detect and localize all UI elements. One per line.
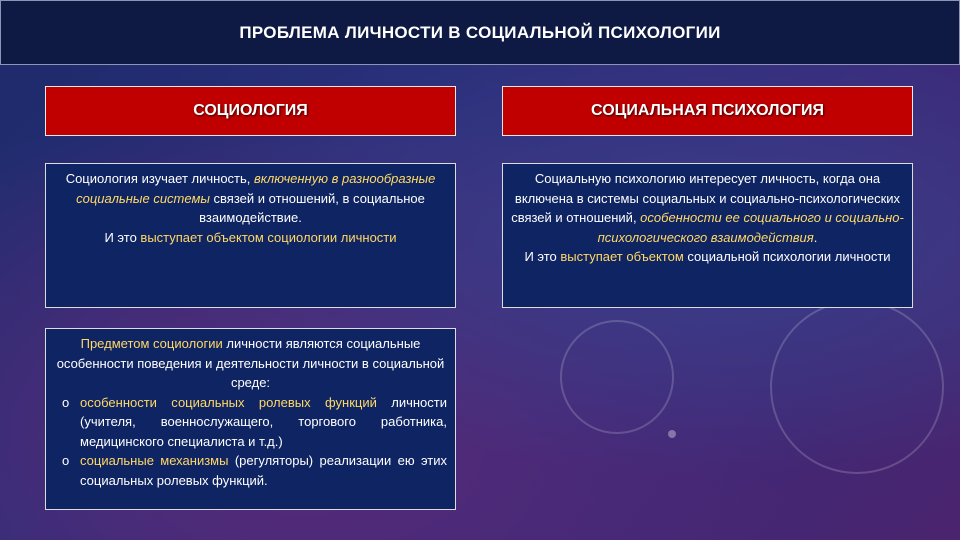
highlight-text: выступает объектом	[560, 249, 684, 264]
social-psychology-header: СОЦИАЛЬНАЯ ПСИХОЛОГИЯ	[502, 86, 913, 136]
title-bar	[0, 0, 960, 65]
list-item	[54, 451, 447, 490]
background-ring-large	[770, 300, 944, 474]
text: личности являются социальные особенности поведения и деятельности личности в социальной среде:	[56, 336, 445, 390]
highlight-text: особенности ее социального и социально-психологического взаимодействия	[597, 210, 904, 245]
subject-list	[54, 393, 447, 491]
text: Социология изучает личность,	[65, 171, 254, 186]
text: И это	[104, 229, 141, 245]
bullet-icon: o	[62, 394, 70, 410]
sociology-header: СОЦИОЛОГИЯ	[45, 86, 456, 136]
text: связей и отношений, в социальное взаимодействие.	[199, 190, 425, 225]
text: И это	[524, 249, 561, 264]
text: личности (учителя, военнослужащего, торгового работника, медицинского специалиста и т.д.)	[80, 394, 447, 449]
background-ring-small	[560, 320, 674, 434]
highlight-text: Предметом социологии	[80, 336, 223, 351]
background-dot	[668, 430, 676, 438]
highlight-text: особенности социальных ролевых функций	[80, 394, 377, 410]
subject-intro	[54, 334, 447, 393]
text: социальной психологии личности	[683, 249, 891, 264]
highlight-text: социальные механизмы	[80, 453, 229, 468]
list-item	[54, 393, 447, 452]
highlight-text: выступает объектом социологии личности	[140, 229, 397, 245]
text: (регуляторы) реализации ею этих социальных ролевых функций.	[80, 453, 448, 488]
social-psychology-text-box	[502, 163, 913, 308]
bullet-icon: o	[62, 453, 70, 468]
sociology-text-box	[45, 163, 456, 308]
highlight-text: включенную в разнообразные социальные системы	[76, 171, 436, 206]
text: Социальную психологию интересует личность, когда она включена в системы социальных и социально-психологических связей и отношений,	[511, 171, 901, 225]
sociology-subject-box	[45, 328, 456, 510]
page-title: ПРОБЛЕМА ЛИЧНОСТИ В СОЦИАЛЬНОЙ ПСИХОЛОГИИ	[239, 22, 721, 42]
text: .	[813, 229, 818, 245]
